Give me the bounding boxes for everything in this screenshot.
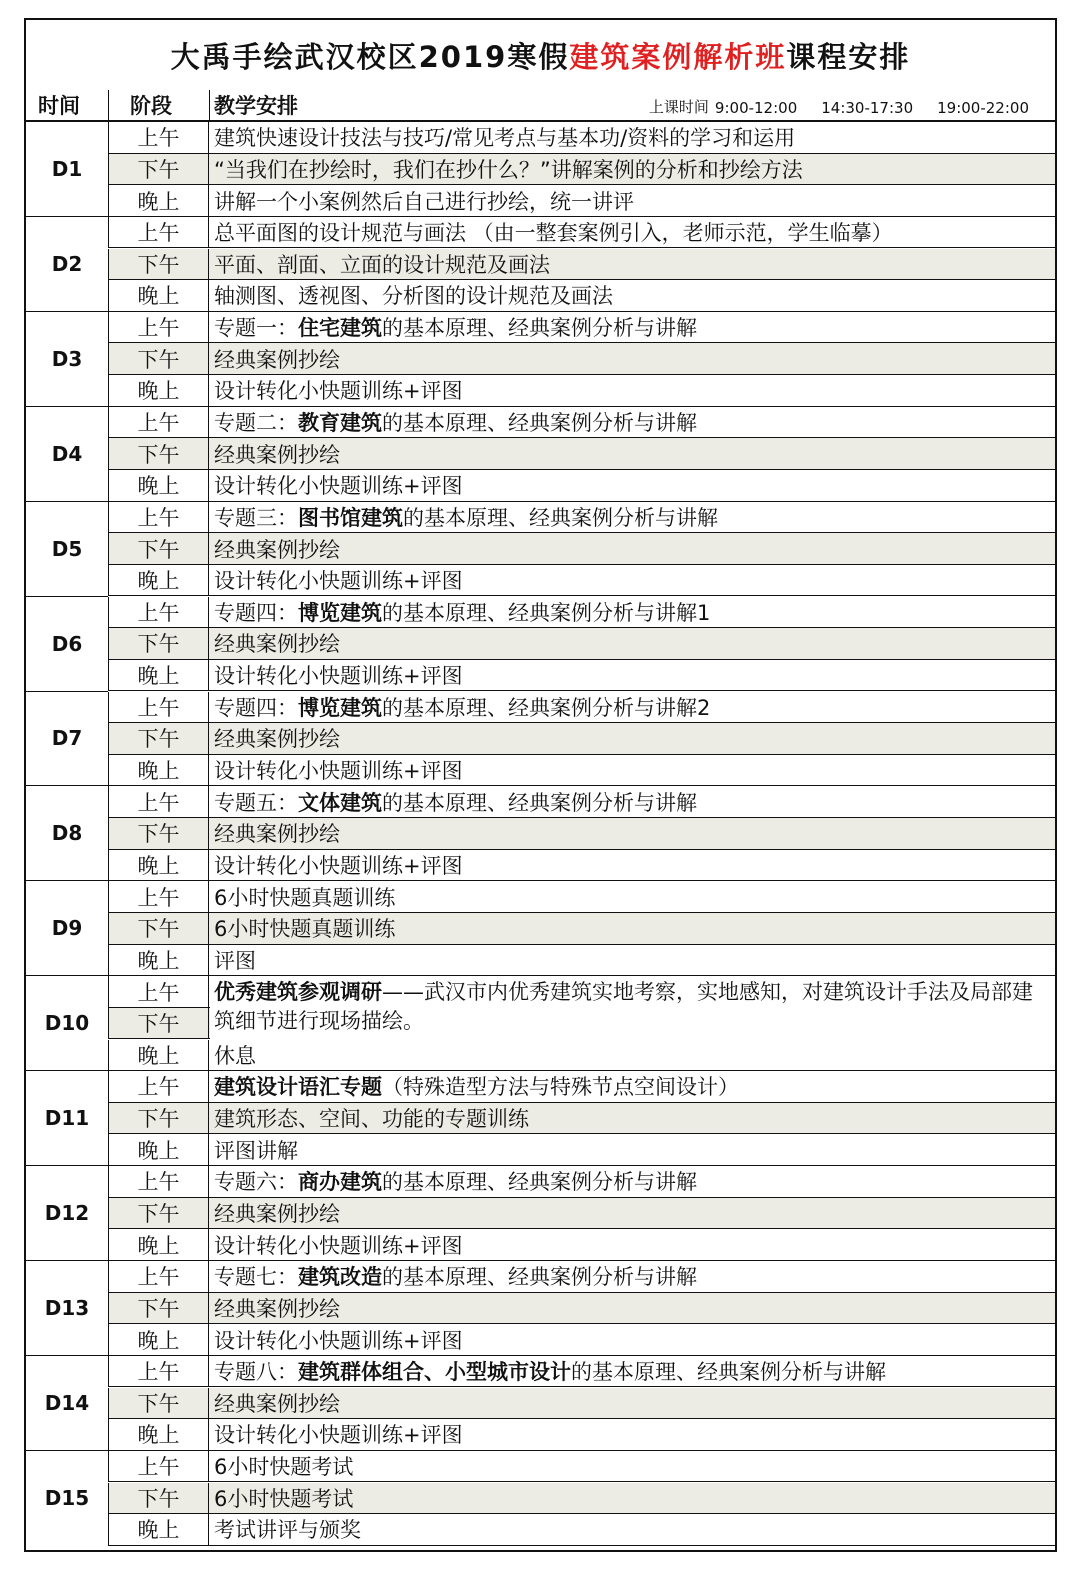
period-cell: 上午 bbox=[108, 1451, 209, 1482]
hours-evening: 19:00-22:00 bbox=[937, 99, 1029, 117]
content-cell bbox=[214, 1261, 1049, 1292]
table-row bbox=[26, 343, 1055, 375]
period-cell: 上午 bbox=[108, 1356, 209, 1387]
content-post: 的基本原理、经典案例分析与讲解 bbox=[382, 1265, 697, 1290]
table-row bbox=[26, 502, 1055, 534]
day-label: D1 bbox=[26, 122, 108, 217]
header-content: 教学安排 bbox=[214, 94, 298, 118]
table-row bbox=[26, 185, 1055, 217]
content-cell: 经典案例抄绘 bbox=[214, 727, 340, 752]
content-pre: 专题二： bbox=[214, 411, 298, 435]
period-cell: 晚上 bbox=[108, 945, 209, 976]
period-cell: 上午 bbox=[108, 1261, 209, 1292]
content-cell: 经典案例抄绘 bbox=[214, 632, 340, 657]
class-hours bbox=[625, 90, 1029, 120]
content-post: 的基本原理、经典案例分析与讲解2 bbox=[382, 695, 711, 720]
content-cell: 平面、剖面、立面的设计规范及画法 bbox=[214, 252, 550, 277]
table-row bbox=[26, 122, 1055, 154]
day-label: D2 bbox=[26, 217, 108, 312]
table-row bbox=[26, 1388, 1055, 1420]
period-cell: 晚上 bbox=[108, 280, 209, 311]
table-row bbox=[26, 660, 1055, 692]
content-cell bbox=[214, 502, 1049, 533]
period-cell: 晚上 bbox=[108, 1514, 209, 1545]
period-cell: 晚上 bbox=[108, 1040, 209, 1071]
content-cell: 经典案例抄绘 bbox=[214, 347, 340, 372]
content-cell bbox=[214, 312, 1049, 343]
period-cell: 上午 bbox=[108, 312, 209, 343]
table-row bbox=[26, 597, 1055, 629]
content-pre: 专题七： bbox=[214, 1265, 298, 1290]
schedule-sheet bbox=[24, 18, 1057, 1552]
day-label: D3 bbox=[26, 312, 108, 407]
content-post: ——武汉市内优秀建筑实地考察，实地感知，对建筑设计手法及局部建筑细节进行现场描绘。 bbox=[214, 980, 1033, 1034]
day-label: D15 bbox=[26, 1451, 108, 1546]
content-post: 的基本原理、经典案例分析与讲解 bbox=[571, 1360, 886, 1385]
table-row bbox=[26, 755, 1055, 787]
table-row bbox=[26, 1198, 1055, 1230]
title-suffix: 课程安排 bbox=[786, 39, 911, 74]
period-cell: 下午 bbox=[108, 1388, 209, 1419]
table-row bbox=[26, 407, 1055, 439]
content-cell: 设计转化小快题训练+评图 bbox=[214, 1233, 463, 1258]
content-cell bbox=[214, 1356, 1049, 1387]
content-bold: 教育建筑 bbox=[298, 411, 382, 435]
period-cell: 晚上 bbox=[108, 660, 209, 691]
table-row bbox=[26, 628, 1055, 660]
period-cell: 下午 bbox=[108, 438, 209, 469]
table-row bbox=[26, 1451, 1055, 1483]
content-cell: 6小时快题真题训练 bbox=[214, 885, 396, 910]
period-cell: 下午 bbox=[108, 249, 209, 280]
content-cell: 6小时快题考试 bbox=[214, 1455, 354, 1480]
day-label: D4 bbox=[26, 407, 108, 502]
content-post: 的基本原理、经典案例分析与讲解 bbox=[382, 316, 697, 341]
content-cell: 建筑形态、空间、功能的专题训练 bbox=[214, 1107, 529, 1132]
period-cell: 下午 bbox=[108, 628, 209, 659]
content-post: （特殊造型方法与特殊节点空间设计） bbox=[382, 1075, 739, 1100]
period-cell: 下午 bbox=[108, 343, 209, 374]
content-cell: 讲解一个小案例然后自己进行抄绘，统一讲评 bbox=[214, 189, 634, 214]
content-cell: 设计转化小快题训练+评图 bbox=[214, 569, 463, 594]
period-cell: 晚上 bbox=[108, 185, 209, 216]
merged-content-cell bbox=[214, 978, 1045, 1036]
period-cell: 晚上 bbox=[108, 1324, 209, 1355]
period-cell: 上午 bbox=[108, 597, 209, 628]
table-row bbox=[26, 1040, 1055, 1072]
table-row bbox=[26, 850, 1055, 882]
content-pre: 专题六： bbox=[214, 1170, 298, 1195]
table-row bbox=[26, 1483, 1055, 1515]
period-cell: 上午 bbox=[108, 692, 209, 723]
header-period: 阶段 bbox=[130, 94, 172, 118]
table-row bbox=[26, 565, 1055, 597]
content-post: 的基本原理、经典案例分析与讲解 bbox=[403, 505, 718, 530]
content-cell: 设计转化小快题训练+评图 bbox=[214, 1328, 463, 1353]
content-cell: 总平面图的设计规范与画法 （由一整套案例引入，老师示范，学生临摹） bbox=[214, 221, 893, 246]
title-highlight: 建筑案例解析班 bbox=[569, 39, 787, 74]
content-bold: 优秀建筑参观调研 bbox=[214, 980, 382, 1005]
day-label: D12 bbox=[26, 1166, 108, 1261]
period-cell: 下午 bbox=[108, 1008, 209, 1039]
period-cell: 上午 bbox=[108, 1166, 209, 1197]
table-row bbox=[26, 723, 1055, 755]
hours-morning: 9:00-12:00 bbox=[714, 99, 798, 117]
day-label: D11 bbox=[26, 1071, 108, 1166]
content-pre: 专题三： bbox=[214, 505, 298, 530]
table-row bbox=[26, 217, 1055, 249]
period-cell: 下午 bbox=[108, 818, 209, 849]
period-cell: 下午 bbox=[108, 1293, 209, 1324]
content-cell bbox=[214, 786, 1049, 817]
content-pre: 专题五： bbox=[214, 790, 298, 815]
content-cell: 设计转化小快题训练+评图 bbox=[214, 664, 463, 689]
table-row bbox=[26, 1229, 1055, 1261]
content-bold: 建筑改造 bbox=[298, 1265, 382, 1290]
table-row bbox=[26, 280, 1055, 312]
period-cell: 上午 bbox=[108, 407, 209, 438]
table-row bbox=[26, 470, 1055, 502]
title-prefix: 大禹手绘武汉校区2019寒假 bbox=[170, 39, 570, 74]
table-row bbox=[26, 1324, 1055, 1356]
content-bold: 建筑群体组合、小型城市设计 bbox=[298, 1360, 571, 1385]
content-cell: 经典案例抄绘 bbox=[214, 442, 340, 467]
table-row bbox=[26, 913, 1055, 945]
content-bold: 商办建筑 bbox=[298, 1170, 382, 1195]
content-pre: 专题八： bbox=[214, 1360, 298, 1385]
period-cell: 上午 bbox=[108, 786, 209, 817]
content-bold: 建筑设计语汇专题 bbox=[214, 1075, 382, 1100]
period-cell: 上午 bbox=[108, 122, 209, 153]
content-post: 的基本原理、经典案例分析与讲解 bbox=[382, 1170, 697, 1195]
content-cell: 设计转化小快题训练+评图 bbox=[214, 474, 463, 499]
period-cell: 下午 bbox=[108, 154, 209, 185]
table-row bbox=[26, 533, 1055, 565]
table-row bbox=[26, 1356, 1055, 1388]
content-cell: 设计转化小快题训练+评图 bbox=[214, 759, 463, 784]
table-row bbox=[26, 249, 1055, 281]
period-cell: 上午 bbox=[108, 881, 209, 912]
hours-label: 上课时间 bbox=[648, 98, 709, 116]
table-row bbox=[26, 818, 1055, 850]
content-pre: 专题四： bbox=[214, 695, 298, 720]
content-cell: 评图讲解 bbox=[214, 1138, 298, 1163]
content-cell: 经典案例抄绘 bbox=[214, 537, 340, 562]
period-cell: 晚上 bbox=[108, 1134, 209, 1165]
table-row bbox=[26, 1071, 1055, 1103]
table-header bbox=[26, 90, 1055, 122]
period-cell: 下午 bbox=[108, 1483, 209, 1514]
content-bold: 文体建筑 bbox=[298, 790, 382, 815]
content-cell: 设计转化小快题训练+评图 bbox=[214, 379, 463, 404]
content-cell: 建筑快速设计技法与技巧/常见考点与基本功/资料的学习和运用 bbox=[214, 126, 796, 151]
day-label: D5 bbox=[26, 502, 108, 597]
content-cell bbox=[214, 1166, 1049, 1197]
day-label: D6 bbox=[26, 597, 108, 692]
content-post: 的基本原理、经典案例分析与讲解 bbox=[382, 790, 697, 815]
content-cell: 设计转化小快题训练+评图 bbox=[214, 853, 463, 878]
day-label: D8 bbox=[26, 786, 108, 881]
period-cell: 上午 bbox=[108, 1071, 209, 1102]
period-cell: 下午 bbox=[108, 723, 209, 754]
table-row bbox=[26, 312, 1055, 344]
content-cell bbox=[214, 1071, 1049, 1102]
table-row bbox=[26, 1103, 1055, 1135]
table-row bbox=[26, 438, 1055, 470]
table-row bbox=[26, 1166, 1055, 1198]
content-bold: 博览建筑 bbox=[298, 695, 382, 720]
content-bold: 图书馆建筑 bbox=[298, 505, 403, 530]
content-cell: 6小时快题真题训练 bbox=[214, 917, 396, 942]
content-cell: 经典案例抄绘 bbox=[214, 1202, 340, 1226]
table-row bbox=[26, 881, 1055, 913]
hours-afternoon: 14:30-17:30 bbox=[821, 99, 914, 117]
content-cell bbox=[214, 597, 1049, 628]
day-label: D10 bbox=[26, 976, 108, 1071]
header-time: 时间 bbox=[38, 94, 80, 118]
period-cell: 晚上 bbox=[108, 1229, 209, 1260]
table-row bbox=[26, 1293, 1055, 1325]
period-cell: 晚上 bbox=[108, 470, 209, 501]
table-row bbox=[26, 1261, 1055, 1293]
content-cell: 经典案例抄绘 bbox=[214, 1296, 340, 1321]
content-cell bbox=[214, 692, 1049, 723]
content-post: 的基本原理、经典案例分析与讲解1 bbox=[382, 600, 711, 625]
table-row bbox=[26, 786, 1055, 818]
period-cell: 上午 bbox=[108, 976, 209, 1007]
period-cell: 下午 bbox=[108, 1198, 209, 1229]
period-cell: 下午 bbox=[108, 1103, 209, 1134]
day-label: D9 bbox=[26, 881, 108, 976]
content-cell: 6小时快题考试 bbox=[214, 1486, 354, 1511]
period-cell: 晚上 bbox=[108, 755, 209, 786]
content-cell bbox=[214, 407, 1049, 438]
content-cell: 经典案例抄绘 bbox=[214, 822, 340, 847]
table-row bbox=[26, 375, 1055, 407]
content-cell: 评图 bbox=[214, 948, 256, 973]
table-row bbox=[26, 1134, 1055, 1166]
period-cell: 上午 bbox=[108, 217, 209, 248]
day-label: D14 bbox=[26, 1356, 108, 1451]
day-label: D7 bbox=[26, 692, 108, 787]
content-post: 的基本原理、经典案例分析与讲解 bbox=[382, 411, 697, 435]
content-cell: 考试讲评与颁奖 bbox=[214, 1518, 361, 1543]
content-cell: 休息 bbox=[214, 1043, 256, 1068]
table-row bbox=[26, 154, 1055, 186]
day-label: D13 bbox=[26, 1261, 108, 1356]
content-pre: 专题一： bbox=[214, 316, 298, 341]
table-row bbox=[26, 1514, 1055, 1546]
period-cell: 晚上 bbox=[108, 375, 209, 406]
content-cell: 设计转化小快题训练+评图 bbox=[214, 1423, 463, 1448]
content-cell: 经典案例抄绘 bbox=[214, 1391, 340, 1416]
table-row bbox=[26, 692, 1055, 724]
period-cell: 下午 bbox=[108, 913, 209, 944]
period-cell: 晚上 bbox=[108, 850, 209, 881]
table-row bbox=[26, 1419, 1055, 1451]
period-cell: 下午 bbox=[108, 533, 209, 564]
period-cell: 晚上 bbox=[108, 565, 209, 596]
table-row bbox=[26, 945, 1055, 977]
page-title bbox=[26, 20, 1055, 92]
content-bold: 博览建筑 bbox=[298, 600, 382, 625]
content-cell: 轴测图、透视图、分析图的设计规范及画法 bbox=[214, 284, 613, 309]
content-bold: 住宅建筑 bbox=[298, 316, 382, 341]
content-cell: “当我们在抄绘时，我们在抄什么？”讲解案例的分析和抄绘方法 bbox=[214, 157, 803, 182]
content-pre: 专题四： bbox=[214, 600, 298, 625]
period-cell: 上午 bbox=[108, 502, 209, 533]
period-cell: 晚上 bbox=[108, 1419, 209, 1450]
